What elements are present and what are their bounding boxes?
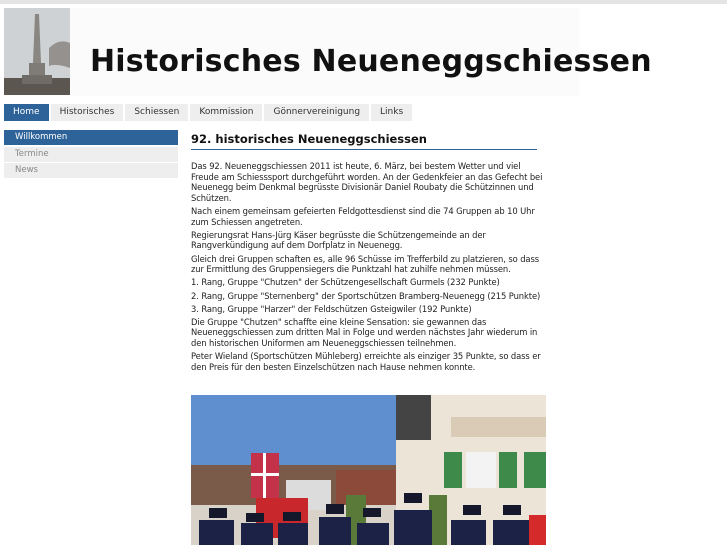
event-photo bbox=[191, 395, 546, 545]
nav-schiessen[interactable]: Schiessen bbox=[125, 104, 188, 121]
sidebar-item-termine[interactable]: Termine bbox=[4, 147, 178, 162]
nav-links[interactable]: Links bbox=[371, 104, 412, 121]
article-paragraph: 3. Rang, Gruppe "Harzer" der Feldschützen Gsteigwiler (192 Punkte) bbox=[191, 303, 472, 314]
article-paragraph: Regierungsrat Hans-Jürg Käser begrüsste die Schützengemeinde an der Rangverkündigung auf dem Dorfplatz in Neuenegg. bbox=[191, 229, 486, 251]
article-paragraph: 1. Rang, Gruppe "Chutzen" der Schützengesellschaft Gurmels (232 Punkte) bbox=[191, 277, 500, 288]
nav-historisches[interactable]: Historisches bbox=[51, 104, 124, 121]
article bbox=[191, 132, 549, 375]
article-paragraph: Gleich drei Gruppen schaften es, alle 96 Schüsse im Trefferbild zu platzieren, so dass zur Ermittlung des Gruppensiegers die Punktzahl hat zuhilfe nehmen müssen. bbox=[191, 253, 539, 275]
sidebar bbox=[4, 130, 178, 180]
nav-goennervereinigung[interactable]: Gönnervereinigung bbox=[264, 104, 369, 121]
nav-kommission[interactable]: Kommission bbox=[190, 104, 262, 121]
site-header bbox=[4, 8, 652, 96]
sidebar-item-willkommen[interactable]: Willkommen bbox=[4, 130, 178, 145]
site-title: Historisches Neueneggschiessen bbox=[90, 44, 652, 79]
main-nav bbox=[4, 104, 414, 121]
top-bar bbox=[0, 0, 727, 4]
nav-home[interactable]: Home bbox=[4, 104, 49, 121]
article-paragraph: Das 92. Neueneggschiessen 2011 ist heute, 6. März, bei bestem Wetter und viel Freude am Schiesssport durchgeführt worden. An der Gedenkfeier an das Gefecht bei Neuenegg beim Denkmal begrüsste Divisionär Daniel Roubaty die Schützinnen und Schützen. bbox=[191, 161, 543, 203]
article-paragraph: Nach einem gemeinsam gefeierten Feldgottesdienst sind die 74 Gruppen ab 10 Uhr zum Schiessen angetreten. bbox=[191, 205, 535, 227]
monument-logo-image bbox=[4, 8, 70, 95]
article-paragraph: 2. Rang, Gruppe "Sternenberg" der Sportschützen Bramberg-Neuenegg (215 Punkte) bbox=[191, 290, 541, 301]
article-title: 92. historisches Neueneggschiessen bbox=[191, 132, 537, 150]
article-paragraph: Peter Wieland (Sportschützen Mühleberg) erreichte als einziger 35 Punkte, so dass er den Preis für den besten Einzelschützen nach Hause nehmen konnte. bbox=[191, 351, 541, 372]
sidebar-item-news[interactable]: News bbox=[4, 163, 178, 178]
article-paragraph: Die Gruppe "Chutzen" schaffte eine kleine Sensation: sie gewannen das Neueneggschiessen zum dritten Mal in Folge und werden nächstes Jahr wiederum in den historischen Uniformen am Neueneggschiessen teilnehmen. bbox=[191, 316, 538, 349]
